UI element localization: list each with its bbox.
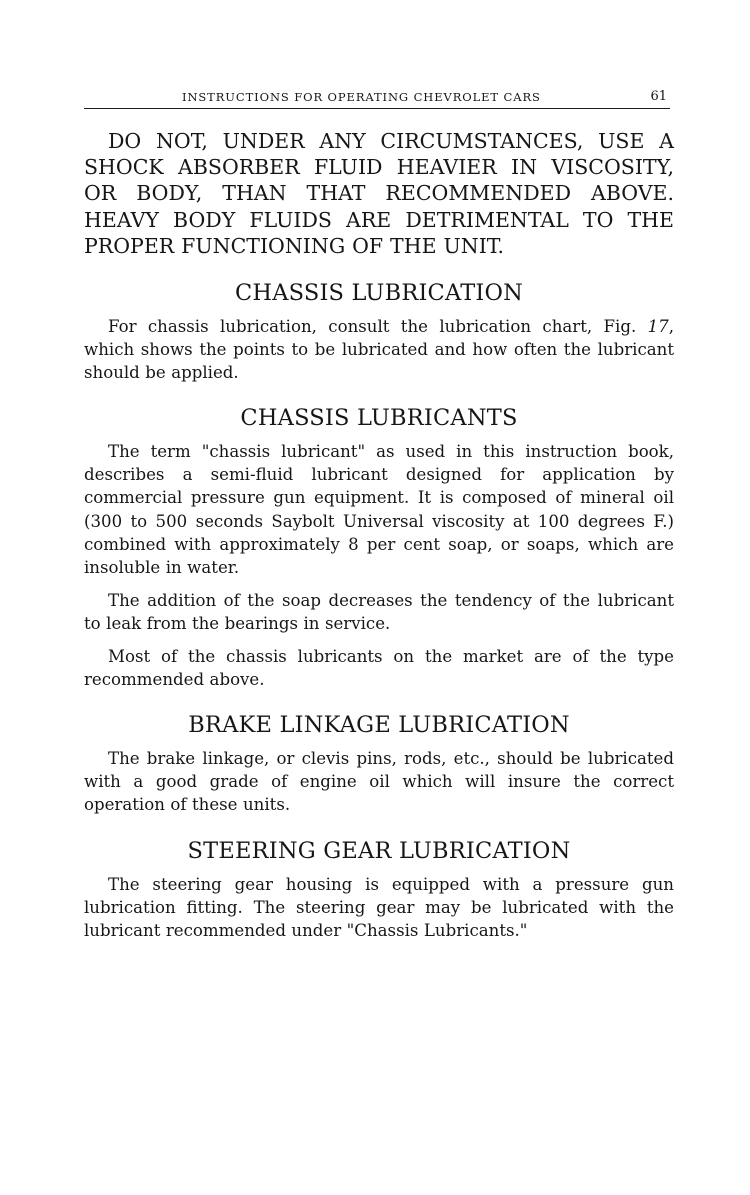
paragraph-brake-linkage: The brake linkage, or clevis pins, rods, etc., should be lubricated with a good grade of engine oil which will insure the correct operation of these units. — [84, 749, 674, 815]
page-content — [84, 128, 674, 942]
paragraph-chassis-lubrication — [84, 315, 674, 384]
paragraph-text: , which shows the points to be lubricated and how often the lubricant should be applied. — [84, 317, 674, 383]
running-head — [84, 88, 670, 109]
paragraph-text: For chassis lubrication, consult the lubrication chart, Fig. — [108, 317, 648, 337]
heading-chassis-lubricants: CHASSIS LUBRICANTS — [240, 405, 518, 432]
figure-reference: 17 — [647, 317, 669, 337]
page-number: 61 — [650, 89, 667, 104]
heading-chassis-lubrication: CHASSIS LUBRICATION — [234, 280, 524, 307]
paragraph-soap-addition: The addition of the soap decreases the tendency of the lubricant to leak from the bearings in service. — [84, 590, 674, 633]
paragraph-steering-gear: The steering gear housing is equipped with a pressure gun lubrication fitting. The steering gear may be lubricated with the lubricant recommended under "Chassis Lubricants." — [84, 874, 674, 940]
viscosity-warning: DO NOT, UNDER ANY CIRCUMSTANCES, USE A SHOCK ABSORBER FLUID HEAVIER IN VISCOSITY, OR BODY, THAN THAT RECOMMENDED ABOVE. HEAVY BODY FLUIDS ARE DETRIMENTAL TO THE PROPER FUNCTIONING OF THE UNIT. — [84, 129, 674, 258]
heading-steering-gear: STEERING GEAR LUBRICATION — [187, 837, 571, 864]
paragraph-market-lubricants: Most of the chassis lubricants on the market are of the type recommended above. — [84, 647, 674, 690]
paragraph-lubricant-definition: The term "chassis lubricant" as used in this instruction book, describes a semi-fluid lubricant designed for application by commercial pressure gun equipment. It is composed of mineral oil (300 to 500 seconds Saybolt Universal viscosity at 100 degrees F.) combined with approximately 8 per cent soap, or soaps, which are insoluble in water. — [84, 442, 674, 577]
running-title: INSTRUCTIONS FOR OPERATING CHEVROLET CARS — [182, 90, 541, 104]
heading-brake-linkage: BRAKE LINKAGE LUBRICATION — [188, 712, 570, 739]
